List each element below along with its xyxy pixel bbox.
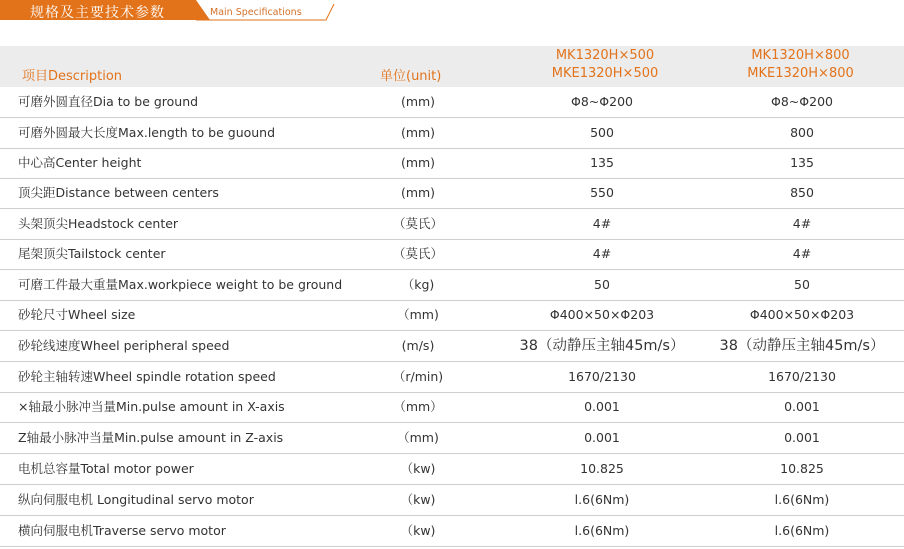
table-row: [0, 178, 904, 209]
row-description: 头架顶尖Headstock center: [18, 216, 179, 231]
row-unit: （莫氏）: [392, 246, 443, 261]
row-description: 纵向伺服电机 Longitudinal servo motor: [18, 492, 254, 507]
header-model-1: [540, 47, 670, 83]
row-value-model-2: 10.825: [780, 461, 824, 476]
row-unit: （mm): [397, 430, 439, 445]
table-row: [0, 516, 904, 547]
row-value-model-2: Φ400×50×Φ203: [749, 307, 855, 322]
table-row: [0, 148, 904, 179]
row-description: ×轴最小脉冲当量Min.pulse amount in X-axis: [18, 399, 285, 414]
header-model-2-line1: MK1320H×800: [751, 48, 850, 63]
row-value-model-1: 0.001: [584, 430, 620, 445]
row-unit: (mm): [400, 155, 436, 170]
table-row: [0, 270, 904, 301]
row-value-model-2: 50: [794, 277, 810, 292]
row-value-model-1: 10.825: [580, 461, 624, 476]
row-description: 电机总容量Total motor power: [18, 461, 194, 476]
table-row: [0, 331, 904, 362]
table-row: [0, 118, 904, 149]
table-row: [0, 423, 904, 454]
row-value-model-1: Φ400×50×Φ203: [549, 307, 655, 322]
row-value-model-1: Φ8~Φ200: [571, 94, 633, 109]
row-unit: （r/min): [392, 369, 444, 384]
row-value-model-2: 1670/2130: [768, 369, 836, 384]
table-row: [0, 239, 904, 270]
row-description: 横向伺服电机Traverse servo motor: [18, 523, 226, 538]
row-description: 砂轮线速度Wheel peripheral speed: [18, 338, 230, 353]
table-row: [0, 485, 904, 516]
row-value-model-1: 0.001: [584, 399, 620, 414]
row-value-model-2: 135: [790, 155, 814, 170]
row-value-model-1: 550: [590, 185, 614, 200]
row-value-model-2: l.6(6Nm): [774, 523, 830, 538]
row-value-model-2: 38（动静压主轴45m/s）: [719, 338, 885, 354]
table-row: [0, 300, 904, 331]
row-value-model-2: Φ8~Φ200: [771, 94, 833, 109]
row-value-model-2: 4#: [792, 216, 812, 231]
row-description: 可磨工件最大重量Max.workpiece weight to be ground: [18, 277, 343, 292]
row-unit: (mm): [400, 125, 436, 140]
header-model-1-line2: MKE1320H×500: [551, 66, 659, 81]
row-value-model-1: l.6(6Nm): [574, 492, 630, 507]
header-model-1-line1: MK1320H×500: [555, 48, 655, 63]
row-value-model-1: 50: [594, 277, 610, 292]
row-value-model-2: 4#: [792, 246, 812, 261]
row-unit: （mm）: [393, 399, 443, 414]
banner-title-en: Main Specifications: [210, 7, 302, 18]
row-description: 可磨外圆最大长度Max.length to be guound: [18, 125, 276, 140]
row-description: 中心高Center height: [18, 155, 142, 170]
row-value-model-2: 850: [790, 185, 814, 200]
row-unit: （mm): [397, 307, 439, 322]
row-value-model-1: l.6(6Nm): [574, 523, 630, 538]
row-value-model-2: 0.001: [784, 399, 820, 414]
row-value-model-2: 0.001: [784, 430, 820, 445]
row-unit: （kg): [401, 277, 435, 292]
row-unit: （kw): [400, 492, 436, 507]
row-description: 可磨外圆直径Dia to be ground: [18, 94, 199, 109]
banner-title-cn: 规格及主要技术参数: [30, 5, 165, 21]
header-unit: 单位(unit): [380, 69, 442, 84]
row-description: Z轴最小脉冲当量Min.pulse amount in Z-axis: [18, 430, 284, 445]
table-row: [0, 209, 904, 240]
row-description: 砂轮尺寸Wheel size: [18, 307, 136, 322]
row-unit: (mm): [400, 94, 436, 109]
row-value-model-1: 4#: [592, 216, 612, 231]
table-row: [0, 454, 904, 485]
row-value-model-2: 800: [790, 125, 814, 140]
row-unit: （kw): [400, 461, 436, 476]
table-row: [0, 87, 904, 118]
row-unit: （莫氏）: [392, 216, 443, 231]
table-row: [0, 362, 904, 393]
row-unit: (m/s): [401, 338, 435, 353]
table-row: [0, 392, 904, 423]
row-value-model-1: 500: [590, 125, 614, 140]
row-description: 尾架顶尖Tailstock center: [18, 246, 166, 261]
row-unit: （kw): [400, 523, 436, 538]
header-model-2: [733, 47, 868, 83]
row-value-model-1: 38（动静压主轴45m/s）: [519, 338, 685, 354]
row-description: 顶尖距Distance between centers: [18, 185, 219, 200]
row-value-model-2: l.6(6Nm): [774, 492, 830, 507]
row-description: 砂轮主轴转速Wheel spindle rotation speed: [18, 369, 276, 384]
row-value-model-1: 4#: [592, 246, 612, 261]
row-unit: (mm): [400, 185, 436, 200]
header-model-2-line2: MKE1320H×800: [747, 66, 854, 81]
row-value-model-1: 1670/2130: [568, 369, 636, 384]
row-value-model-1: 135: [590, 155, 614, 170]
header-description: 项目Description: [22, 69, 123, 84]
